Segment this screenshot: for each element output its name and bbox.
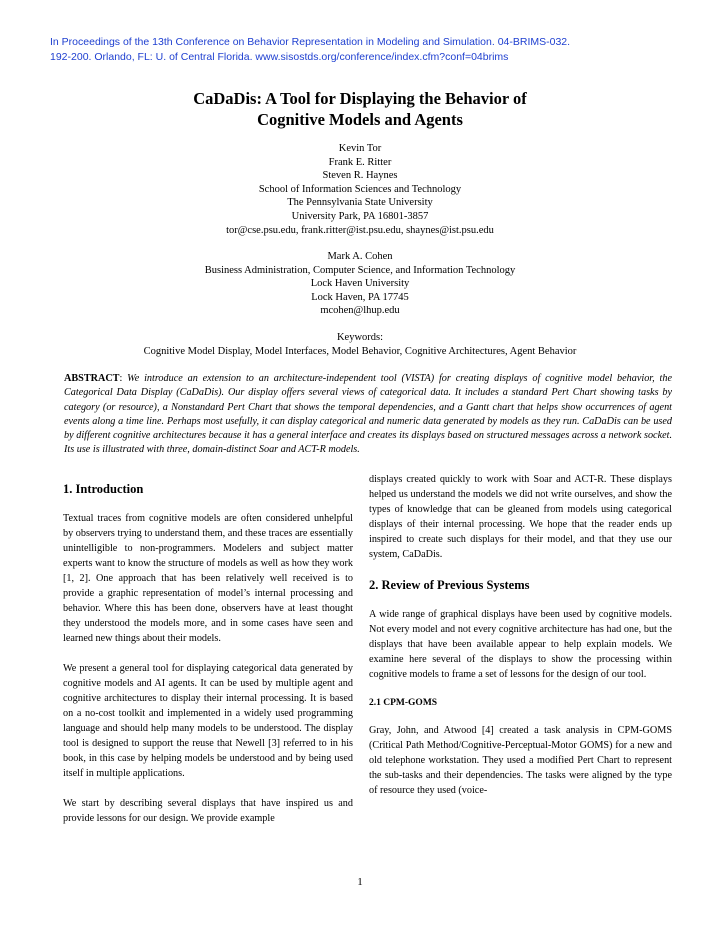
section-heading-introduction: 1. Introduction bbox=[63, 482, 144, 496]
author-name: Mark A. Cohen bbox=[327, 251, 393, 262]
affiliation-line: School of Information Sciences and Technology bbox=[258, 183, 462, 195]
paper-title bbox=[0, 88, 720, 130]
affiliation-line: Lock Haven, PA 17745 bbox=[311, 291, 409, 303]
paragraph: Gray, John, and Atwood [4] created a task analysis in CPM-GOMS (Critical Path Method/Cognitive-Perceptual-Motor GOMS) for a new and old telephone workstation. They used a modified Pert Chart to represent the sub-tasks and their dependencies. The tasks were aligned by the type of resource they used (voice- bbox=[369, 725, 672, 796]
proceedings-note-line-2: 192-200. Orlando, FL: U. of Central Florida. www.sisostds.org/conference/index.cfm?conf=04brims bbox=[50, 51, 509, 63]
author-block-2 bbox=[0, 250, 720, 318]
abstract: ABSTRACT: We introduce an extension to an architecture-independent tool (VISTA) for creating displays of cognitive model behavior, the Categorical Data Display (CaDaDis). Our display offers several views of categorical data. It includes a standard Pert Chart showing tasks by category (or resource), a Nonstandard Pert Chart that shows the temporal dependencies, and a Gantt chart that helps show occurrences of agent events along a time line. Perhaps most usefully, it can display categorical and numeric data generated by models as they run. CaDaDis can be used by different cognitive architectures because it has a general interface and creates its displays based on structured messages across a network socket. Its use is illustrated with three, domain-distinct Soar and ACT-R models. bbox=[64, 373, 672, 456]
paragraph: A wide range of graphical displays have been used by cognitive models. Not every model and not every cognitive architecture has had one, but the displays that have been available appear to help explain models. We examine here several of the displays to show the processing within cognitive models to frame a set of lessons for the design of our tool. bbox=[369, 609, 672, 680]
abstract-text: We introduce an extension to an architecture-independent tool (VISTA) for creating displays of cognitive model behavior, the Categorical Data Display (CaDaDis). Our display offers several views of categorical data. It includes a standard Pert Chart showing tasks by category (or resource), a Nonstandard Pert Chart that shows the temporal dependencies, and a Gantt chart that helps show occurrences of agent events along a time line. Perhaps most usefully, it can display categorical and numeric data generated by models as they run. CaDaDis can be used by different cognitive architectures because it has a general interface and creates its displays based on structured messages across a network socket. Its use is illustrated with three, domain-distinct Soar and ACT-R models. bbox=[64, 373, 672, 456]
author-name: Frank E. Ritter bbox=[328, 156, 392, 168]
author-block-1 bbox=[0, 142, 720, 237]
paragraph: We present a general tool for displaying categorical data generated by cognitive models and AI agents. It can be used by multiple agent and cognitive architectures to display their internal processing. It is based on a no-cost toolkit and implemented in a widely used programming language and should help many models to be understood. The display tool is designed to support the reuse that Newell [3] referred to in his book, in this case by helping models be understood and by being used itself in multiple applications. bbox=[63, 663, 353, 779]
proceedings-note bbox=[50, 35, 690, 65]
section-heading-review: 2. Review of Previous Systems bbox=[369, 578, 530, 592]
right-column bbox=[369, 472, 672, 798]
author-email: mcohen@lhup.edu bbox=[320, 305, 400, 317]
paragraph: displays created quickly to work with Soar and ACT-R. These displays helped us understand the models we did not write ourselves, and show the types of knowledge that can be gleaned from models using categorical displays of their internal processing. We hope that the reader ends up inspired to create such displays for their model, and that they use our system, CaDaDis. bbox=[369, 474, 672, 560]
author-name: Steven R. Haynes bbox=[322, 170, 398, 182]
keywords-list: Cognitive Model Display, Model Interfaces, Model Behavior, Cognitive Architectures, Agent Behavior bbox=[143, 345, 577, 357]
left-column bbox=[63, 472, 353, 826]
paragraph: Textual traces from cognitive models are often considered unhelpful by observers trying to understand them, and these traces are essentially unintelligible to non-programmers. Modelers and subject matter experts want to know the structure of models as well as how they work [1, 2]. One approach that has been relatively well received is to provide a graphic representation of model’s internal processing and behavior. Where this has been done, observers have at least thought they understood the models more, and in some cases have seen and learned new things about their models. bbox=[63, 513, 353, 644]
paragraph: We start by describing several displays that have inspired us and provide lessons for our design. We provide example bbox=[63, 798, 353, 824]
paper-title-line-1: CaDaDis: A Tool for Displaying the Behavior of bbox=[193, 89, 527, 108]
page-number: 1 bbox=[357, 876, 363, 888]
affiliation-line: University Park, PA 16801-3857 bbox=[291, 210, 429, 222]
abstract-label: ABSTRACT bbox=[64, 373, 120, 384]
affiliation-line: Lock Haven University bbox=[310, 278, 410, 290]
affiliation-line: The Pennsylvania State University bbox=[287, 197, 433, 209]
affiliation-line: Business Administration, Computer Science, and Information Technology bbox=[204, 264, 516, 276]
keywords-block bbox=[0, 331, 720, 358]
author-name: Kevin Tor bbox=[338, 143, 382, 154]
paper-title-line-2: Cognitive Models and Agents bbox=[257, 110, 463, 129]
proceedings-note-line-1: In Proceedings of the 13th Conference on Behavior Representation in Modeling and Simulation. 04-BRIMS-032. bbox=[50, 36, 571, 48]
subsection-heading-cpm-goms: 2.1 CPM-GOMS bbox=[369, 698, 438, 708]
author-emails: tor@cse.psu.edu, frank.ritter@ist.psu.edu, shaynes@ist.psu.edu bbox=[226, 224, 494, 236]
keywords-label: Keywords: bbox=[336, 332, 384, 343]
